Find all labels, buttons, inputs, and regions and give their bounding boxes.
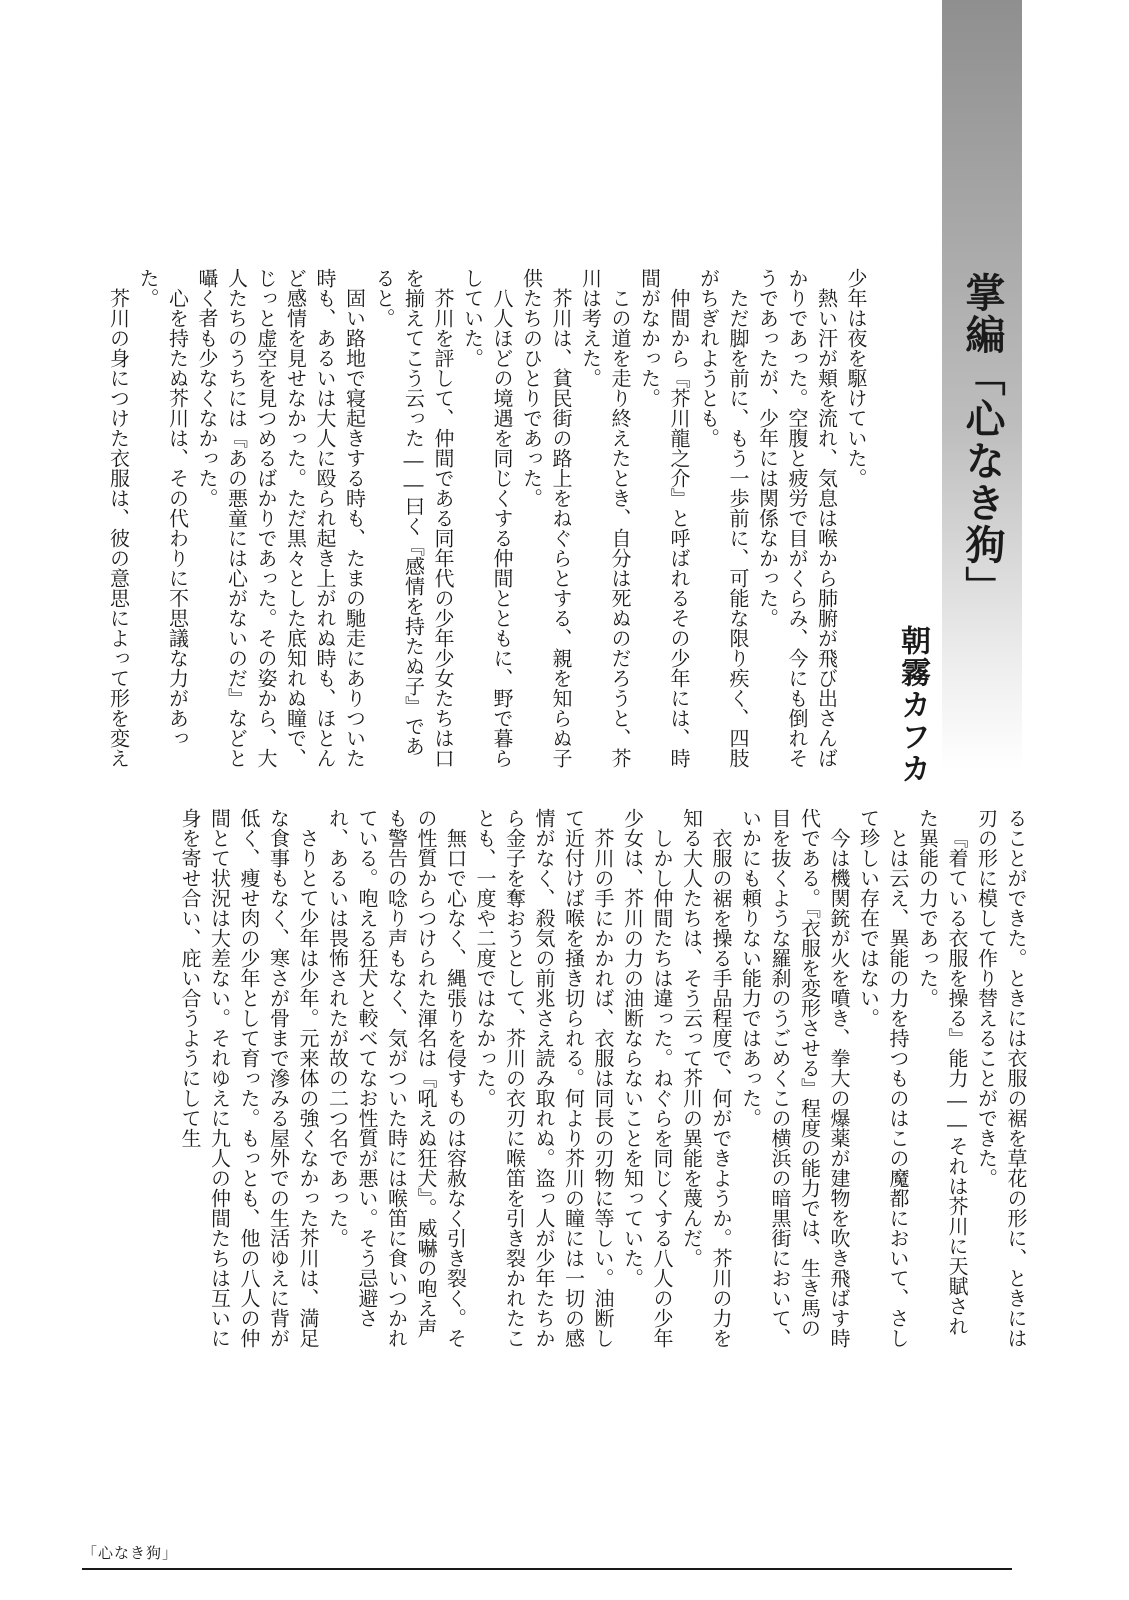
paragraph: さりとて少年は少年。元来体の強くなかった芥川は、満足な食事もなく、寒さが骨まで滲みる屋外での生活ゆえに背が低く、痩せ肉の少年として育った。もっとも、他の八人の仲間とて状況は大差ない。それゆえに九人の仲間たちは互いに身を寄せ合い、庇い合うようにして生 <box>178 808 320 1348</box>
paragraph: 固い路地で寝起きする時も、たまの馳走にありついた時も、あるいは大人に殴られ起き上がれぬ時も、ほとんど感情を見せなかった。ただ黒々とした底知れぬ瞳で、じっと虚空を見つめるばかりであった。その姿から、大人たちのうちには『あの悪童には心がないのだ』などと囁く者も少なくなかった。 <box>195 268 367 768</box>
paragraph: 芥川を評して、仲間である同年代の少年少女たちは口を揃えてこう云った――曰く『感情を持たぬ子』であると。 <box>372 268 455 768</box>
paragraph: 芥川の身につけた衣服は、彼の意思によって形を変え <box>106 288 131 768</box>
bottom-text-block <box>70 808 1030 1353</box>
story-title: 掌編「心なき狗」 <box>959 272 1006 608</box>
author-name: 朝霧カフカ <box>895 625 930 785</box>
paragraph: 少年は夜を駆けていた。 <box>844 268 868 488</box>
paragraph: 無口で心なく、縄張りを侵すものは容赦なく引き裂く。その性質からつけられた渾名は『吼えぬ狂犬』。威嚇の咆え声も警告の唸り声もなく、気がついた時には喉笛に食いつかれている。咆える狂犬と較べてなお性質が悪い。そう忌避され、あるいは畏怖されたが故の二つ名であった。 <box>325 808 468 1348</box>
top-text-block <box>70 268 870 768</box>
paragraph: ただ脚を前に、もう一歩前に、可能な限り疾く、四肢がちぎれようとも。 <box>696 268 750 768</box>
paragraph: とは云え、異能の力を持つものはこの魔都において、さして珍しい存在ではない。 <box>856 808 910 1348</box>
paragraph: 仲間から『芥川龍之介』と呼ばれるその少年には、時間がなかった。 <box>637 268 691 768</box>
paragraph: 『着ている衣服を操る』能力――それは芥川に天賦された異能の力であった。 <box>915 808 969 1336</box>
paragraph: 芥川の手にかかれば、衣服は同長の刃物に等しい。油断して近付けば喉を掻き切られる。何より芥川の瞳には一切の感情がなく、殺気の前兆さえ読み取れぬ。盗っ人が少年たちから金子を奪おうとして、芥川の衣刃に喉笛を引き裂かれたことも、一度や二度ではなかった。 <box>473 808 615 1348</box>
paragraph: ることができた。ときには衣服の裾を草花の形に、ときには刃の形に模して作り替えることができた。 <box>974 808 1028 1348</box>
paragraph: 熱い汗が頬を流れ、気息は喉から肺腑が飛び出さんばかりであった。空腹と疲労で目がくらみ、今にも倒れそうであったが、少年には関係なかった。 <box>755 268 839 768</box>
paragraph: 衣服の裾を操る手品程度で、何ができようか。芥川の力を知る大人たちは、そう云って芥川の異能を蔑んだ。 <box>679 808 733 1348</box>
running-footer: 「心なき狗」 <box>82 1544 179 1562</box>
paragraph: 八人ほどの境遇を同じくする仲間とともに、野で暮らしていた。 <box>460 268 514 768</box>
paragraph: この道を走り終えたとき、自分は死ぬのだろうと、芥川は考えた。 <box>578 268 632 768</box>
paragraph: 芥川は、貧民街の路上をねぐらとする、親を知らぬ子供たちのひとりであった。 <box>519 268 573 768</box>
paragraph: 心を持たぬ芥川は、その代わりに不思議な力があった。 <box>136 268 190 748</box>
paragraph: 今は機関銃が火を噴き、拳大の爆薬が建物を吹き飛ばす時代である。『衣服を変形させる』程度の能力では、生き馬の目を抜くような羅刹のうごめくこの横浜の暗黒街において、いかにも頼りない能力ではあった。 <box>738 808 851 1348</box>
footer-rule <box>82 1568 1012 1570</box>
paragraph: しかし仲間たちは違った。ねぐらを同じくする八人の少年少女は、芥川の力の油断ならないことを知っていた。 <box>620 808 674 1348</box>
